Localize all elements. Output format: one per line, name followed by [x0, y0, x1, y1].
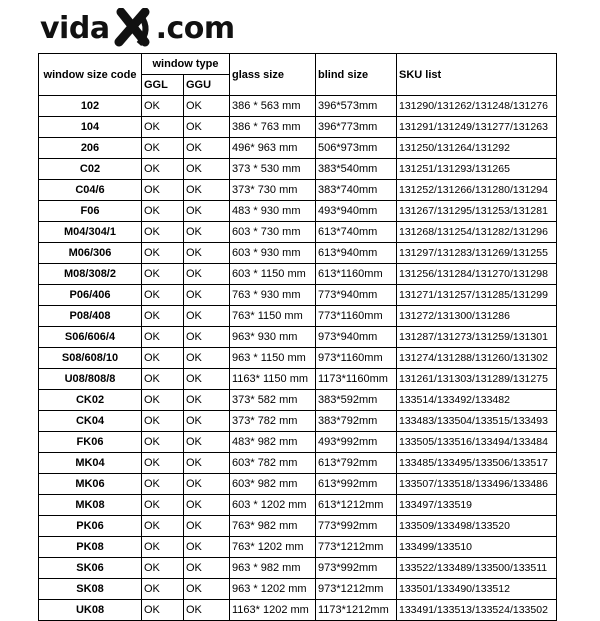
ggu-status-cell: OK: [184, 306, 230, 327]
table-row: [39, 327, 557, 348]
ggu-status-cell: OK: [184, 495, 230, 516]
glass-size-cell: 763 * 930 mm: [230, 285, 316, 306]
ggl-status-cell: OK: [142, 390, 184, 411]
ggl-status-cell: OK: [142, 222, 184, 243]
sku-list-cell: 131287/131273/131259/131301: [397, 327, 557, 348]
ggl-status-cell: OK: [142, 306, 184, 327]
window-size-code-cell: 206: [39, 138, 142, 159]
window-size-code-cell: CK04: [39, 411, 142, 432]
glass-size-cell: 373* 582 mm: [230, 390, 316, 411]
blind-size-cell: 973*992mm: [316, 558, 397, 579]
sku-list-cell: 133505/133516/133494/133484: [397, 432, 557, 453]
xl-logo-mark-icon: [111, 8, 155, 48]
table-row: [39, 390, 557, 411]
ggl-status-cell: OK: [142, 411, 184, 432]
sku-list-cell: 133514/133492/133482: [397, 390, 557, 411]
glass-size-cell: 963 * 1150 mm: [230, 348, 316, 369]
window-size-code-cell: SK08: [39, 579, 142, 600]
window-size-code-cell: PK08: [39, 537, 142, 558]
window-size-code-cell: U08/808/8: [39, 369, 142, 390]
ggl-status-cell: OK: [142, 243, 184, 264]
glass-size-cell: 963 * 982 mm: [230, 558, 316, 579]
header-window-type: window type: [142, 54, 230, 75]
table-row: [39, 285, 557, 306]
glass-size-cell: 1163* 1150 mm: [230, 369, 316, 390]
table-row: [39, 558, 557, 579]
ggl-status-cell: OK: [142, 369, 184, 390]
ggu-status-cell: OK: [184, 117, 230, 138]
ggl-status-cell: OK: [142, 264, 184, 285]
ggu-status-cell: OK: [184, 201, 230, 222]
table-row: [39, 243, 557, 264]
blind-size-cell: 396*573mm: [316, 96, 397, 117]
ggu-status-cell: OK: [184, 285, 230, 306]
table-row: [39, 138, 557, 159]
window-size-code-cell: 102: [39, 96, 142, 117]
ggu-status-cell: OK: [184, 180, 230, 201]
table-row: [39, 117, 557, 138]
sku-list-cell: 131268/131254/131282/131296: [397, 222, 557, 243]
table-row: [39, 537, 557, 558]
window-size-code-cell: FK06: [39, 432, 142, 453]
glass-size-cell: 1163* 1202 mm: [230, 600, 316, 621]
glass-size-cell: 386 * 563 mm: [230, 96, 316, 117]
blind-size-cell: 973*1160mm: [316, 348, 397, 369]
blind-size-cell: 506*973mm: [316, 138, 397, 159]
ggu-status-cell: OK: [184, 390, 230, 411]
ggl-status-cell: OK: [142, 138, 184, 159]
glass-size-cell: 483* 982 mm: [230, 432, 316, 453]
blind-size-cell: 493*992mm: [316, 432, 397, 453]
ggu-status-cell: OK: [184, 579, 230, 600]
sku-list-cell: 131274/131288/131260/131302: [397, 348, 557, 369]
glass-size-cell: 496* 963 mm: [230, 138, 316, 159]
blind-size-cell: 973*940mm: [316, 327, 397, 348]
table-row: [39, 201, 557, 222]
ggu-status-cell: OK: [184, 474, 230, 495]
brand-logo: vida .com: [40, 6, 235, 50]
glass-size-cell: 603 * 1202 mm: [230, 495, 316, 516]
ggl-status-cell: OK: [142, 516, 184, 537]
ggl-status-cell: OK: [142, 96, 184, 117]
blind-size-cell: 613*740mm: [316, 222, 397, 243]
ggl-status-cell: OK: [142, 180, 184, 201]
glass-size-cell: 373* 782 mm: [230, 411, 316, 432]
table-row: [39, 180, 557, 201]
header-window-size-code: window size code: [39, 54, 142, 96]
sku-list-cell: 133491/133513/133524/133502: [397, 600, 557, 621]
sku-list-cell: 133483/133504/133515/133493: [397, 411, 557, 432]
table-row: [39, 600, 557, 621]
sku-list-cell: 133507/133518/133496/133486: [397, 474, 557, 495]
glass-size-cell: 373* 730 mm: [230, 180, 316, 201]
ggu-status-cell: OK: [184, 222, 230, 243]
blind-size-cell: 773*1160mm: [316, 306, 397, 327]
window-size-code-cell: MK04: [39, 453, 142, 474]
glass-size-cell: 603* 982 mm: [230, 474, 316, 495]
blind-size-cell: 613*792mm: [316, 453, 397, 474]
glass-size-cell: 603 * 730 mm: [230, 222, 316, 243]
blind-size-cell: 613*992mm: [316, 474, 397, 495]
window-size-code-cell: M08/308/2: [39, 264, 142, 285]
header-blind-size: blind size: [316, 54, 397, 96]
ggu-status-cell: OK: [184, 327, 230, 348]
table-row: [39, 579, 557, 600]
glass-size-cell: 963 * 1202 mm: [230, 579, 316, 600]
blind-size-cell: 383*740mm: [316, 180, 397, 201]
ggu-status-cell: OK: [184, 369, 230, 390]
table-row: [39, 495, 557, 516]
blind-size-cell: 1173*1160mm: [316, 369, 397, 390]
window-size-code-cell: MK08: [39, 495, 142, 516]
blind-size-cell: 973*1212mm: [316, 579, 397, 600]
glass-size-cell: 763* 982 mm: [230, 516, 316, 537]
ggu-status-cell: OK: [184, 348, 230, 369]
glass-size-cell: 483 * 930 mm: [230, 201, 316, 222]
ggu-status-cell: OK: [184, 243, 230, 264]
ggl-status-cell: OK: [142, 432, 184, 453]
sku-list-cell: 133509/133498/133520: [397, 516, 557, 537]
blind-size-cell: 383*540mm: [316, 159, 397, 180]
sku-list-cell: 131267/131295/131253/131281: [397, 201, 557, 222]
ggl-status-cell: OK: [142, 285, 184, 306]
ggl-status-cell: OK: [142, 558, 184, 579]
sku-list-cell: 133501/133490/133512: [397, 579, 557, 600]
window-size-code-cell: SK06: [39, 558, 142, 579]
window-size-code-cell: P06/406: [39, 285, 142, 306]
table-row: [39, 432, 557, 453]
blind-size-cell: 613*1212mm: [316, 495, 397, 516]
glass-size-cell: 603* 782 mm: [230, 453, 316, 474]
table-row: [39, 222, 557, 243]
ggu-status-cell: OK: [184, 600, 230, 621]
ggu-status-cell: OK: [184, 96, 230, 117]
table-row: [39, 474, 557, 495]
table-row: [39, 453, 557, 474]
blind-size-cell: 613*940mm: [316, 243, 397, 264]
sku-list-cell: 131251/131293/131265: [397, 159, 557, 180]
ggu-status-cell: OK: [184, 138, 230, 159]
sku-list-cell: 133485/133495/133506/133517: [397, 453, 557, 474]
window-size-code-cell: F06: [39, 201, 142, 222]
ggl-status-cell: OK: [142, 159, 184, 180]
ggu-status-cell: OK: [184, 453, 230, 474]
glass-size-cell: 603 * 1150 mm: [230, 264, 316, 285]
table-row: [39, 306, 557, 327]
blind-size-cell: 383*792mm: [316, 411, 397, 432]
window-size-code-cell: 104: [39, 117, 142, 138]
window-size-code-cell: C02: [39, 159, 142, 180]
table-row: [39, 411, 557, 432]
ggl-status-cell: OK: [142, 201, 184, 222]
ggu-status-cell: OK: [184, 411, 230, 432]
glass-size-cell: 373 * 530 mm: [230, 159, 316, 180]
header-glass-size: glass size: [230, 54, 316, 96]
glass-size-cell: 603 * 930 mm: [230, 243, 316, 264]
sku-list-cell: 133499/133510: [397, 537, 557, 558]
ggu-status-cell: OK: [184, 516, 230, 537]
blind-size-cell: 773*992mm: [316, 516, 397, 537]
sku-list-cell: 133497/133519: [397, 495, 557, 516]
ggl-status-cell: OK: [142, 117, 184, 138]
sku-list-cell: 131297/131283/131269/131255: [397, 243, 557, 264]
window-size-code-cell: PK06: [39, 516, 142, 537]
glass-size-cell: 386 * 763 mm: [230, 117, 316, 138]
ggl-status-cell: OK: [142, 495, 184, 516]
sku-list-cell: 131290/131262/131248/131276: [397, 96, 557, 117]
header-sku-list: SKU list: [397, 54, 557, 96]
window-size-code-cell: S06/606/4: [39, 327, 142, 348]
table-row: [39, 348, 557, 369]
table-row: [39, 159, 557, 180]
sku-list-cell: 131256/131284/131270/131298: [397, 264, 557, 285]
ggu-status-cell: OK: [184, 264, 230, 285]
header-ggu: GGU: [184, 75, 230, 96]
ggu-status-cell: OK: [184, 537, 230, 558]
window-size-table: [38, 53, 557, 621]
ggl-status-cell: OK: [142, 579, 184, 600]
window-size-code-cell: MK06: [39, 474, 142, 495]
sku-list-cell: 131271/131257/131285/131299: [397, 285, 557, 306]
table-row: [39, 516, 557, 537]
blind-size-cell: 613*1160mm: [316, 264, 397, 285]
ggu-status-cell: OK: [184, 432, 230, 453]
sku-list-cell: 131291/131249/131277/131263: [397, 117, 557, 138]
window-size-code-cell: M06/306: [39, 243, 142, 264]
ggl-status-cell: OK: [142, 474, 184, 495]
glass-size-cell: 763* 1150 mm: [230, 306, 316, 327]
blind-size-cell: 383*592mm: [316, 390, 397, 411]
blind-size-cell: 396*773mm: [316, 117, 397, 138]
blind-size-cell: 493*940mm: [316, 201, 397, 222]
ggl-status-cell: OK: [142, 600, 184, 621]
glass-size-cell: 763* 1202 mm: [230, 537, 316, 558]
blind-size-cell: 773*1212mm: [316, 537, 397, 558]
window-size-code-cell: CK02: [39, 390, 142, 411]
sku-list-cell: 133522/133489/133500/133511: [397, 558, 557, 579]
sku-list-cell: 131272/131300/131286: [397, 306, 557, 327]
ggl-status-cell: OK: [142, 348, 184, 369]
ggl-status-cell: OK: [142, 453, 184, 474]
table-row: [39, 369, 557, 390]
blind-size-cell: 773*940mm: [316, 285, 397, 306]
ggl-status-cell: OK: [142, 537, 184, 558]
window-size-code-cell: M04/304/1: [39, 222, 142, 243]
window-size-code-cell: S08/608/10: [39, 348, 142, 369]
table-row: [39, 96, 557, 117]
ggl-status-cell: OK: [142, 327, 184, 348]
window-size-code-cell: P08/408: [39, 306, 142, 327]
sku-list-cell: 131261/131303/131289/131275: [397, 369, 557, 390]
sku-list-cell: 131252/131266/131280/131294: [397, 180, 557, 201]
sku-list-cell: 131250/131264/131292: [397, 138, 557, 159]
ggu-status-cell: OK: [184, 558, 230, 579]
blind-size-cell: 1173*1212mm: [316, 600, 397, 621]
glass-size-cell: 963* 930 mm: [230, 327, 316, 348]
ggu-status-cell: OK: [184, 159, 230, 180]
window-size-code-cell: UK08: [39, 600, 142, 621]
table-row: [39, 264, 557, 285]
header-ggl: GGL: [142, 75, 184, 96]
window-size-code-cell: C04/6: [39, 180, 142, 201]
